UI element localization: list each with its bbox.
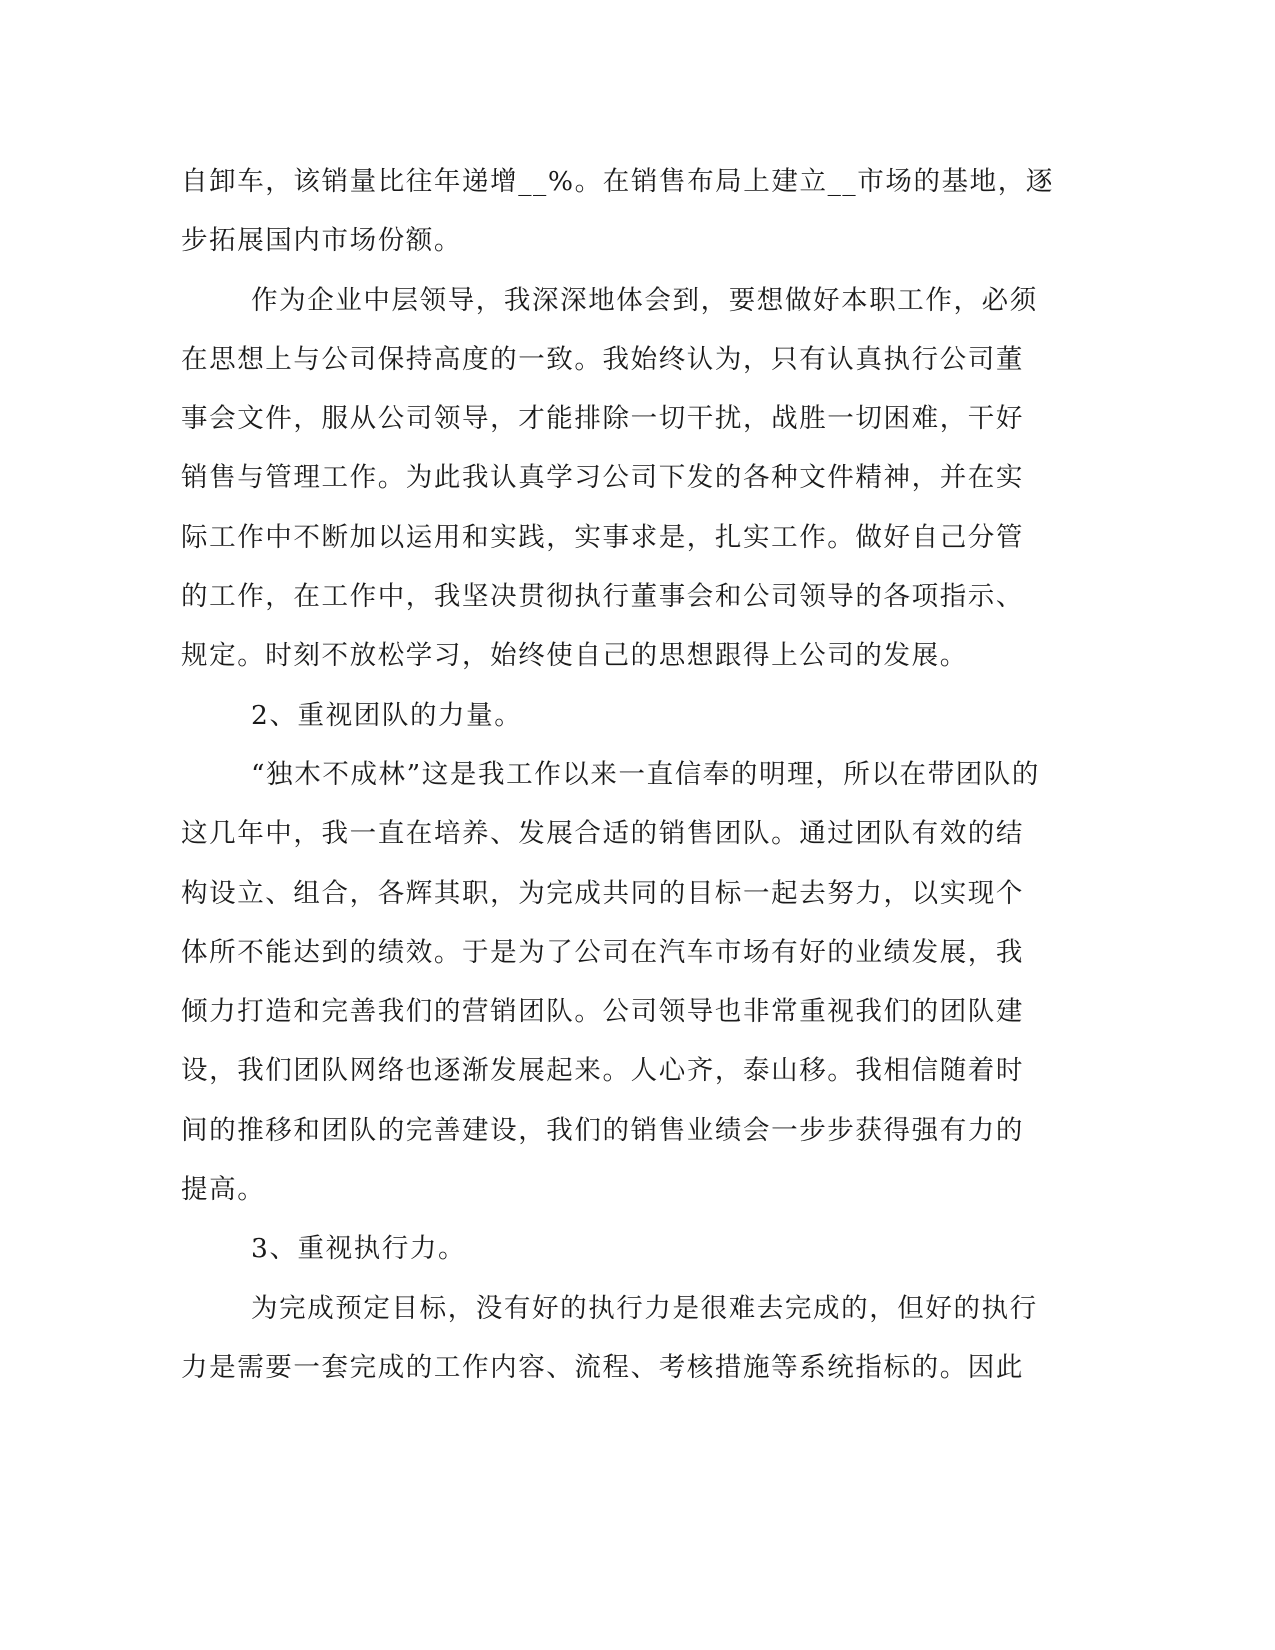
section-heading: 2、重视团队的力量。 — [251, 699, 523, 731]
section-heading: 3、重视执行力。 — [251, 1233, 467, 1265]
text-line: 际工作中不断加以运用和实践，实事求是，扎实工作。做好自己分管 — [181, 521, 1024, 553]
text-line: 步拓展国内市场份额。 — [181, 225, 462, 257]
text-line: 提高。 — [181, 1174, 266, 1206]
text-line: 作为企业中层领导，我深深地体会到，要想做好本职工作，必须 — [251, 284, 1038, 316]
text-line: 力是需要一套完成的工作内容、流程、考核措施等系统指标的。因此 — [181, 1351, 1024, 1383]
text-line: 销售与管理工作。为此我认真学习公司下发的各种文件精神，并在实 — [181, 462, 1024, 494]
text-line: 在思想上与公司保持高度的一致。我始终认为，只有认真执行公司董 — [181, 343, 1024, 375]
text-line: 的工作，在工作中，我坚决贯彻执行董事会和公司领导的各项指示、 — [181, 581, 1024, 613]
text-line: 为完成预定目标，没有好的执行力是很难去完成的，但好的执行 — [251, 1292, 1038, 1324]
text-line: 倾力打造和完善我们的营销团队。公司领导也非常重视我们的团队建 — [181, 996, 1024, 1028]
text-line: “独木不成林”这是我工作以来一直信奉的明理，所以在带团队的 — [251, 758, 1040, 790]
text-line: 间的推移和团队的完善建设，我们的销售业绩会一步步获得强有力的 — [181, 1114, 1024, 1146]
text-line: 体所不能达到的绩效。于是为了公司在汽车市场有好的业绩发展，我 — [181, 936, 1024, 968]
text-line: 这几年中，我一直在培养、发展合适的销售团队。通过团队有效的结 — [181, 818, 1024, 850]
text-line: 事会文件，服从公司领导，才能排除一切干扰，战胜一切困难，干好 — [181, 403, 1024, 435]
body-text — [181, 152, 1054, 1397]
text-line: 自卸车，该销量比往年递增__%。在销售布局上建立__市场的基地，逐 — [181, 166, 1054, 197]
text-line: 规定。时刻不放松学习，始终使自己的思想跟得上公司的发展。 — [181, 640, 968, 672]
text-line: 构设立、组合，各辉其职，为完成共同的目标一起去努力，以实现个 — [181, 877, 1024, 909]
text-line: 设，我们团队网络也逐渐发展起来。人心齐，泰山移。我相信随着时 — [181, 1055, 1024, 1087]
